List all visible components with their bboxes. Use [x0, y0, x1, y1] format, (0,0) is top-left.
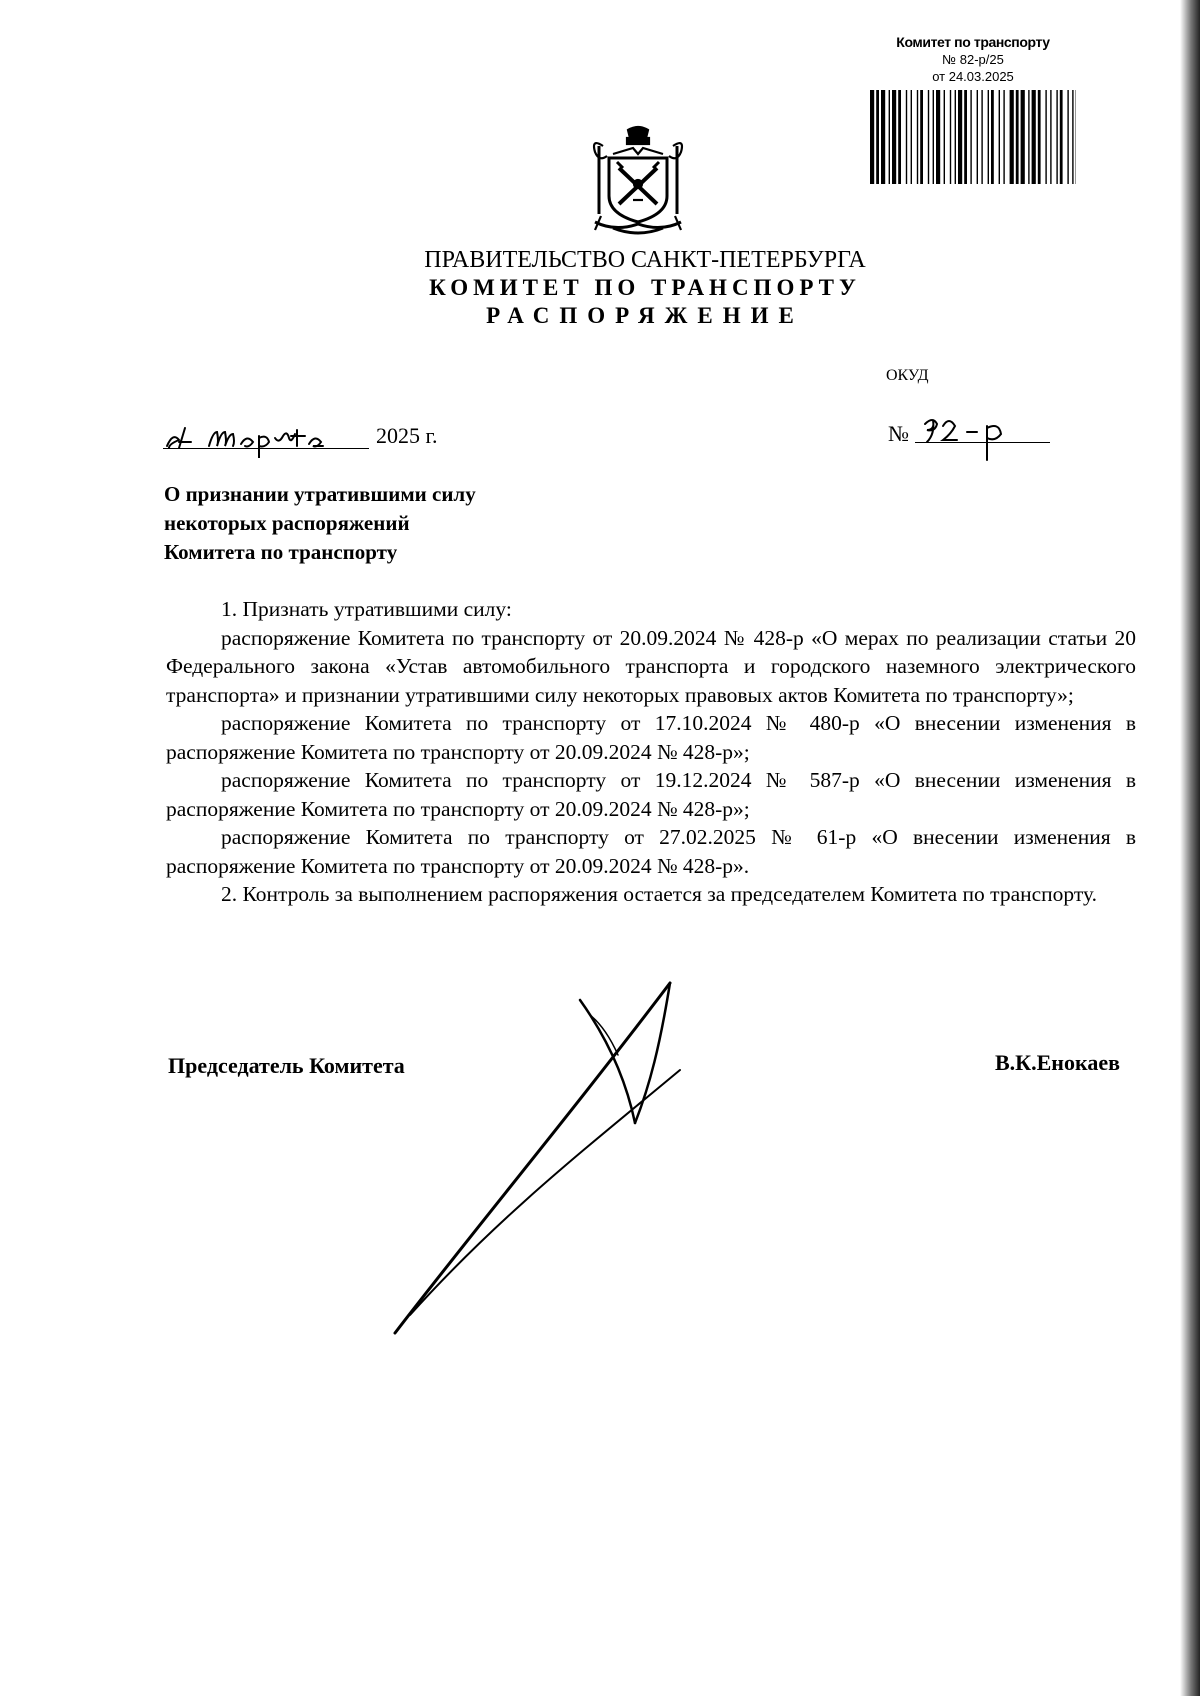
scan-edge-shadow	[1180, 0, 1200, 1696]
committee-title: КОМИТЕТ ПО ТРАНСПОРТУ	[429, 275, 861, 300]
subject-line: О признании утратившими силу	[164, 482, 476, 506]
subject-line: некоторых распоряжений	[164, 511, 410, 535]
document-year: 2025 г.	[376, 423, 438, 448]
clause-1-item: распоряжение Комитета по транспорту от 27.02.2025 № 61-р «О внесении изменения в распоряжение Комитета по транспорту от 20.09.2024 № 428-р».	[166, 825, 1136, 878]
document-type: РАСПОРЯЖЕНИЕ	[486, 303, 804, 328]
stamp-line-1: Комитет по транспорту	[896, 34, 1050, 50]
stamp-line-2: № 82-р/25	[942, 52, 1004, 67]
signature-icon	[390, 975, 740, 1340]
coat-of-arms-icon	[583, 124, 693, 240]
number-sign: №	[888, 421, 909, 446]
handwritten-number-icon	[915, 404, 1035, 464]
clause-1-item: распоряжение Комитета по транспорту от 19.12.2024 № 587-р «О внесении изменения в распоряжение Комитета по транспорту от 20.09.2024 № 428-р»;	[166, 768, 1136, 821]
government-title: ПРАВИТЕЛЬСТВО САНКТ-ПЕТЕРБУРГА	[424, 247, 866, 273]
handwritten-date-icon	[163, 408, 383, 458]
okud-label: ОКУД	[886, 367, 929, 384]
document-header	[300, 246, 990, 330]
clause-1-item: распоряжение Комитета по транспорту от 17.10.2024 № 480-р «О внесении изменения в распоряжение Комитета по транспорту от 20.09.2024 № 428-р»;	[166, 711, 1136, 764]
signatory-name: В.К.Енокаев	[995, 1050, 1120, 1075]
barcode-icon	[870, 90, 1076, 184]
clause-1-item: распоряжение Комитета по транспорту от 20.09.2024 № 428-р «О мерах по реализации статьи 20 Федерального закона «Устав автомобильного транспорта и городского наземного электрического транспорта» и признании утратившими силу некоторых правовых актов Комитета по транспорту»;	[166, 625, 1136, 707]
registration-stamp	[868, 34, 1078, 85]
stamp-line-3: от 24.03.2025	[932, 69, 1014, 84]
clause-1-heading: 1. Признать утратившими силу:	[221, 597, 512, 621]
number-underline	[915, 442, 1050, 443]
subject-line: Комитета по транспорту	[164, 540, 398, 564]
document-subject	[164, 480, 476, 567]
document-body	[166, 595, 1136, 909]
signatory-title: Председатель Комитета	[168, 1053, 405, 1078]
clause-2: 2. Контроль за выполнением распоряжения остается за председателем Комитета по транспорту.	[221, 882, 1097, 906]
date-underline	[163, 448, 369, 449]
